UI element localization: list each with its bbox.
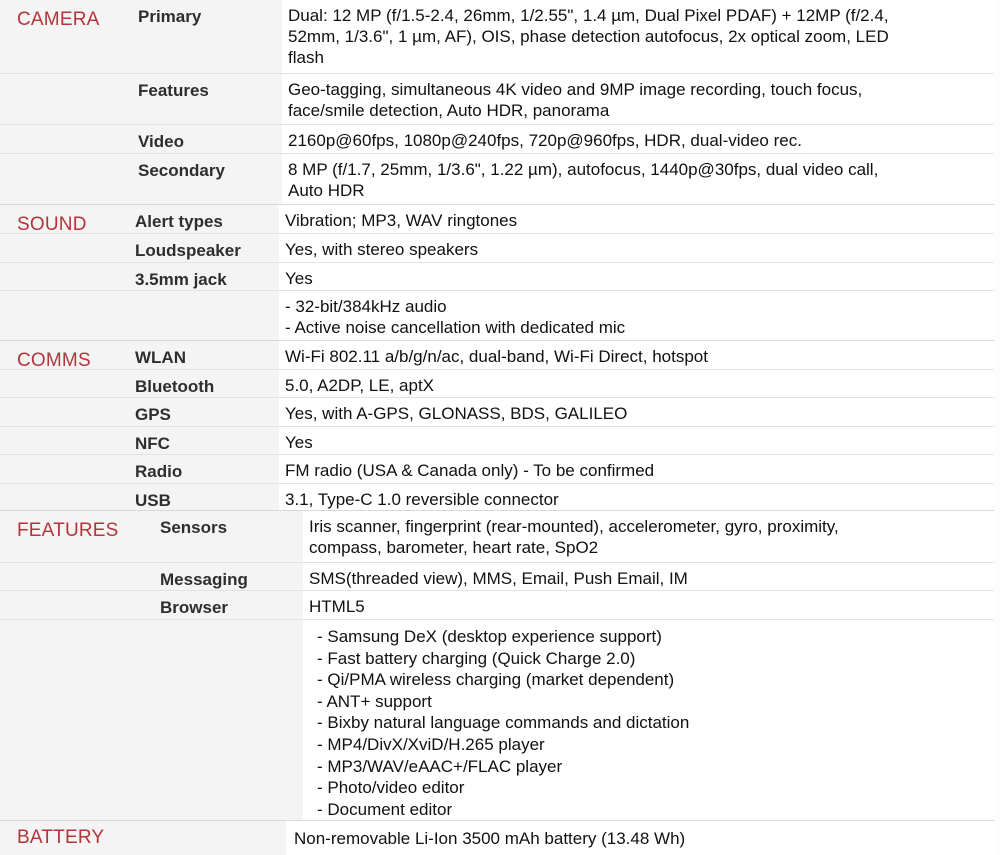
spec-label: USB (122, 484, 279, 511)
section-title-comms: COMMS (0, 341, 122, 510)
spec-label: WLAN (122, 341, 279, 369)
spec-label (143, 620, 303, 821)
spec-row-battery-main (0, 821, 994, 855)
spec-label: Browser (143, 591, 303, 619)
spec-value (279, 427, 994, 454)
spec-row-camera-video (0, 124, 994, 153)
spec-row-comms-usb (0, 483, 994, 511)
spec-value-line: FM radio (USA & Canada only) - To be confirmed (285, 461, 655, 480)
spec-label: GPS (122, 398, 279, 426)
spec-row-sound-extra (0, 290, 994, 341)
spec-value-line: - Samsung DeX (desktop experience support) (317, 627, 662, 646)
spec-value (279, 234, 994, 262)
spec-value (279, 398, 994, 426)
spec-label (122, 291, 279, 341)
spec-value (303, 591, 994, 619)
spec-value-line: flash (288, 48, 324, 67)
section-battery (0, 820, 994, 855)
spec-value-line: 52mm, 1/3.6", 1 µm, AF), OIS, phase detection autofocus, 2x optical zoom, LED (288, 27, 889, 46)
spec-value-line: - Active noise cancellation with dedicated mic (285, 318, 626, 337)
spec-row-sound-alert (0, 205, 994, 233)
spec-value (303, 563, 994, 590)
spec-value-line: Auto HDR (288, 181, 365, 200)
spec-label: 3.5mm jack (122, 263, 279, 290)
spec-value-line: Dual: 12 MP (f/1.5-2.4, 26mm, 1/2.55", 1.4 µm, Dual Pixel PDAF) + 12MP (f/2.4, (288, 6, 889, 25)
spec-row-camera-primary (0, 0, 994, 73)
spec-row-features-extra (0, 619, 994, 821)
section-comms (0, 340, 994, 510)
spec-row-comms-bluetooth (0, 369, 994, 397)
spec-row-sound-jack (0, 262, 994, 290)
spec-label: Sensors (143, 511, 303, 562)
section-sound (0, 204, 994, 340)
spec-value-line: - Bixby natural language commands and dictation (317, 713, 690, 733)
spec-value (279, 205, 994, 233)
spec-value (282, 0, 994, 73)
spec-label: Features (122, 74, 282, 124)
spec-value-line: HTML5 (309, 597, 365, 616)
spec-value-line: - Document editor (317, 799, 453, 819)
spec-value-line: - 32-bit/384kHz audio (285, 297, 447, 316)
spec-label: Primary (122, 0, 282, 73)
spec-value-line: - ANT+ support (317, 691, 432, 711)
spec-value (279, 370, 994, 397)
spec-row-comms-nfc (0, 426, 994, 454)
spec-value-line: Non-removable Li-Ion 3500 mAh battery (13.48 Wh) (294, 829, 686, 848)
spec-row-comms-wlan (0, 341, 994, 369)
section-title-battery: BATTERY (0, 821, 143, 855)
section-title-camera: CAMERA (0, 0, 122, 204)
spec-row-features-browser (0, 590, 994, 619)
spec-row-features-sensors (0, 511, 994, 562)
spec-label: Messaging (143, 563, 303, 590)
spec-value (282, 125, 994, 153)
spec-value-line: Wi-Fi 802.11 a/b/g/n/ac, dual-band, Wi-Fi Direct, hotspot (285, 347, 708, 366)
section-camera (0, 0, 994, 204)
spec-value-line: SMS(threaded view), MMS, Email, Push Email, IM (309, 569, 688, 588)
spec-label: NFC (122, 427, 279, 454)
spec-value-line: Vibration; MP3, WAV ringtones (285, 211, 518, 230)
spec-value-line: Yes (285, 269, 313, 288)
spec-value-line: Iris scanner, fingerprint (rear-mounted), accelerometer, gyro, proximity, (309, 517, 839, 536)
spec-label: Bluetooth (122, 370, 279, 397)
spec-value-line: 3.1, Type-C 1.0 reversible connector (285, 490, 559, 509)
spec-value (279, 455, 994, 483)
spec-row-camera-features (0, 73, 994, 124)
spec-value (282, 74, 994, 124)
spec-value-line: 2160p@60fps, 1080p@240fps, 720p@960fps, HDR, dual-video rec. (288, 131, 802, 150)
spec-row-sound-loudspeaker (0, 233, 994, 262)
spec-value (279, 291, 994, 341)
spec-value (282, 154, 994, 204)
section-title-features: FEATURES (0, 511, 143, 820)
spec-value (303, 511, 994, 562)
spec-row-comms-radio (0, 454, 994, 483)
spec-label (143, 821, 286, 855)
spec-label: Alert types (122, 205, 279, 233)
spec-value-line: - MP3/WAV/eAAC+/FLAC player (317, 756, 563, 776)
spec-value-line: 5.0, A2DP, LE, aptX (285, 376, 435, 395)
spec-label: Video (122, 125, 282, 153)
spec-value (303, 620, 994, 821)
spec-value-line: - Qi/PMA wireless charging (market dependent) (317, 670, 675, 690)
section-features (0, 510, 994, 820)
spec-value-line: face/smile detection, Auto HDR, panorama (288, 101, 610, 120)
spec-value-line: - Fast battery charging (Quick Charge 2.0) (317, 648, 636, 668)
spec-value-line: Yes (285, 433, 313, 452)
spec-value (279, 341, 994, 369)
spec-value-line: Yes, with A-GPS, GLONASS, BDS, GALILEO (285, 404, 628, 423)
spec-value (286, 821, 994, 855)
spec-row-comms-gps (0, 397, 994, 426)
spec-value-line: - MP4/DivX/XviD/H.265 player (317, 734, 545, 754)
spec-label: Loudspeaker (122, 234, 279, 262)
spec-value-line: 8 MP (f/1.7, 25mm, 1/3.6", 1.22 µm), autofocus, 1440p@30fps, dual video call, (288, 160, 879, 179)
spec-value-line: - Photo/video editor (317, 778, 465, 798)
spec-value-line: Geo-tagging, simultaneous 4K video and 9MP image recording, touch focus, (288, 80, 863, 99)
spec-label: Secondary (122, 154, 282, 204)
spec-label: Radio (122, 455, 279, 483)
spec-value (279, 484, 994, 511)
spec-value-line: Yes, with stereo speakers (285, 240, 479, 259)
spec-value-line: compass, barometer, heart rate, SpO2 (309, 538, 599, 557)
section-title-sound: SOUND (0, 205, 122, 340)
spec-row-features-messaging (0, 562, 994, 590)
spec-value (279, 263, 994, 290)
spec-row-camera-secondary (0, 153, 994, 204)
